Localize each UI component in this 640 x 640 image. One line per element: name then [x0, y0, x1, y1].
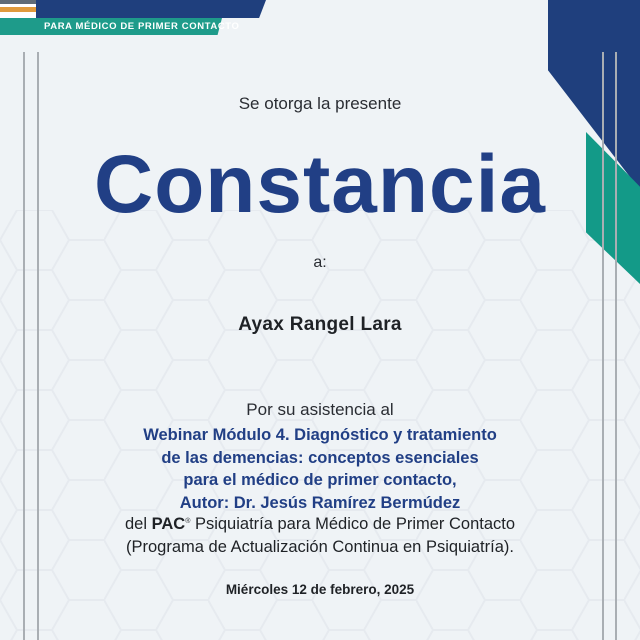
certificate-intro: Se otorga la presente	[238, 94, 402, 113]
webinar-author: Autor: Dr. Jesús Ramírez Bermúdez	[179, 493, 461, 512]
webinar-line: de las demencias: conceptos esenciales	[161, 448, 479, 467]
webinar-line: Webinar Módulo 4. Diagnóstico y tratamiento	[143, 426, 497, 444]
certificate-title: Constancia	[94, 139, 546, 230]
webinar-title	[0, 424, 640, 514]
webinar-line: para el médico de primer contacto,	[183, 471, 457, 489]
recipient-name: Ayax Rangel Lara	[238, 314, 402, 335]
registered-mark: ®	[185, 518, 191, 525]
header-banner-blue	[36, 0, 266, 18]
header-color-stripes	[0, 0, 40, 16]
program-full-name: (Programa de Actualización Continua en Psiquiatría).	[126, 537, 514, 556]
program-name: Psiquiatría para Médico de Primer Contacto	[190, 515, 516, 533]
program-prefix: del	[124, 515, 152, 533]
banner-subtitle: PARA MÉDICO DE PRIMER CONTACTO	[44, 21, 240, 32]
program-brand: PAC	[151, 515, 186, 533]
program-description	[0, 513, 640, 558]
certificate-date: Miércoles 12 de febrero, 2025	[225, 582, 415, 597]
recipient-label: a:	[313, 254, 327, 271]
reason-intro: Por su asistencia al	[246, 400, 394, 419]
